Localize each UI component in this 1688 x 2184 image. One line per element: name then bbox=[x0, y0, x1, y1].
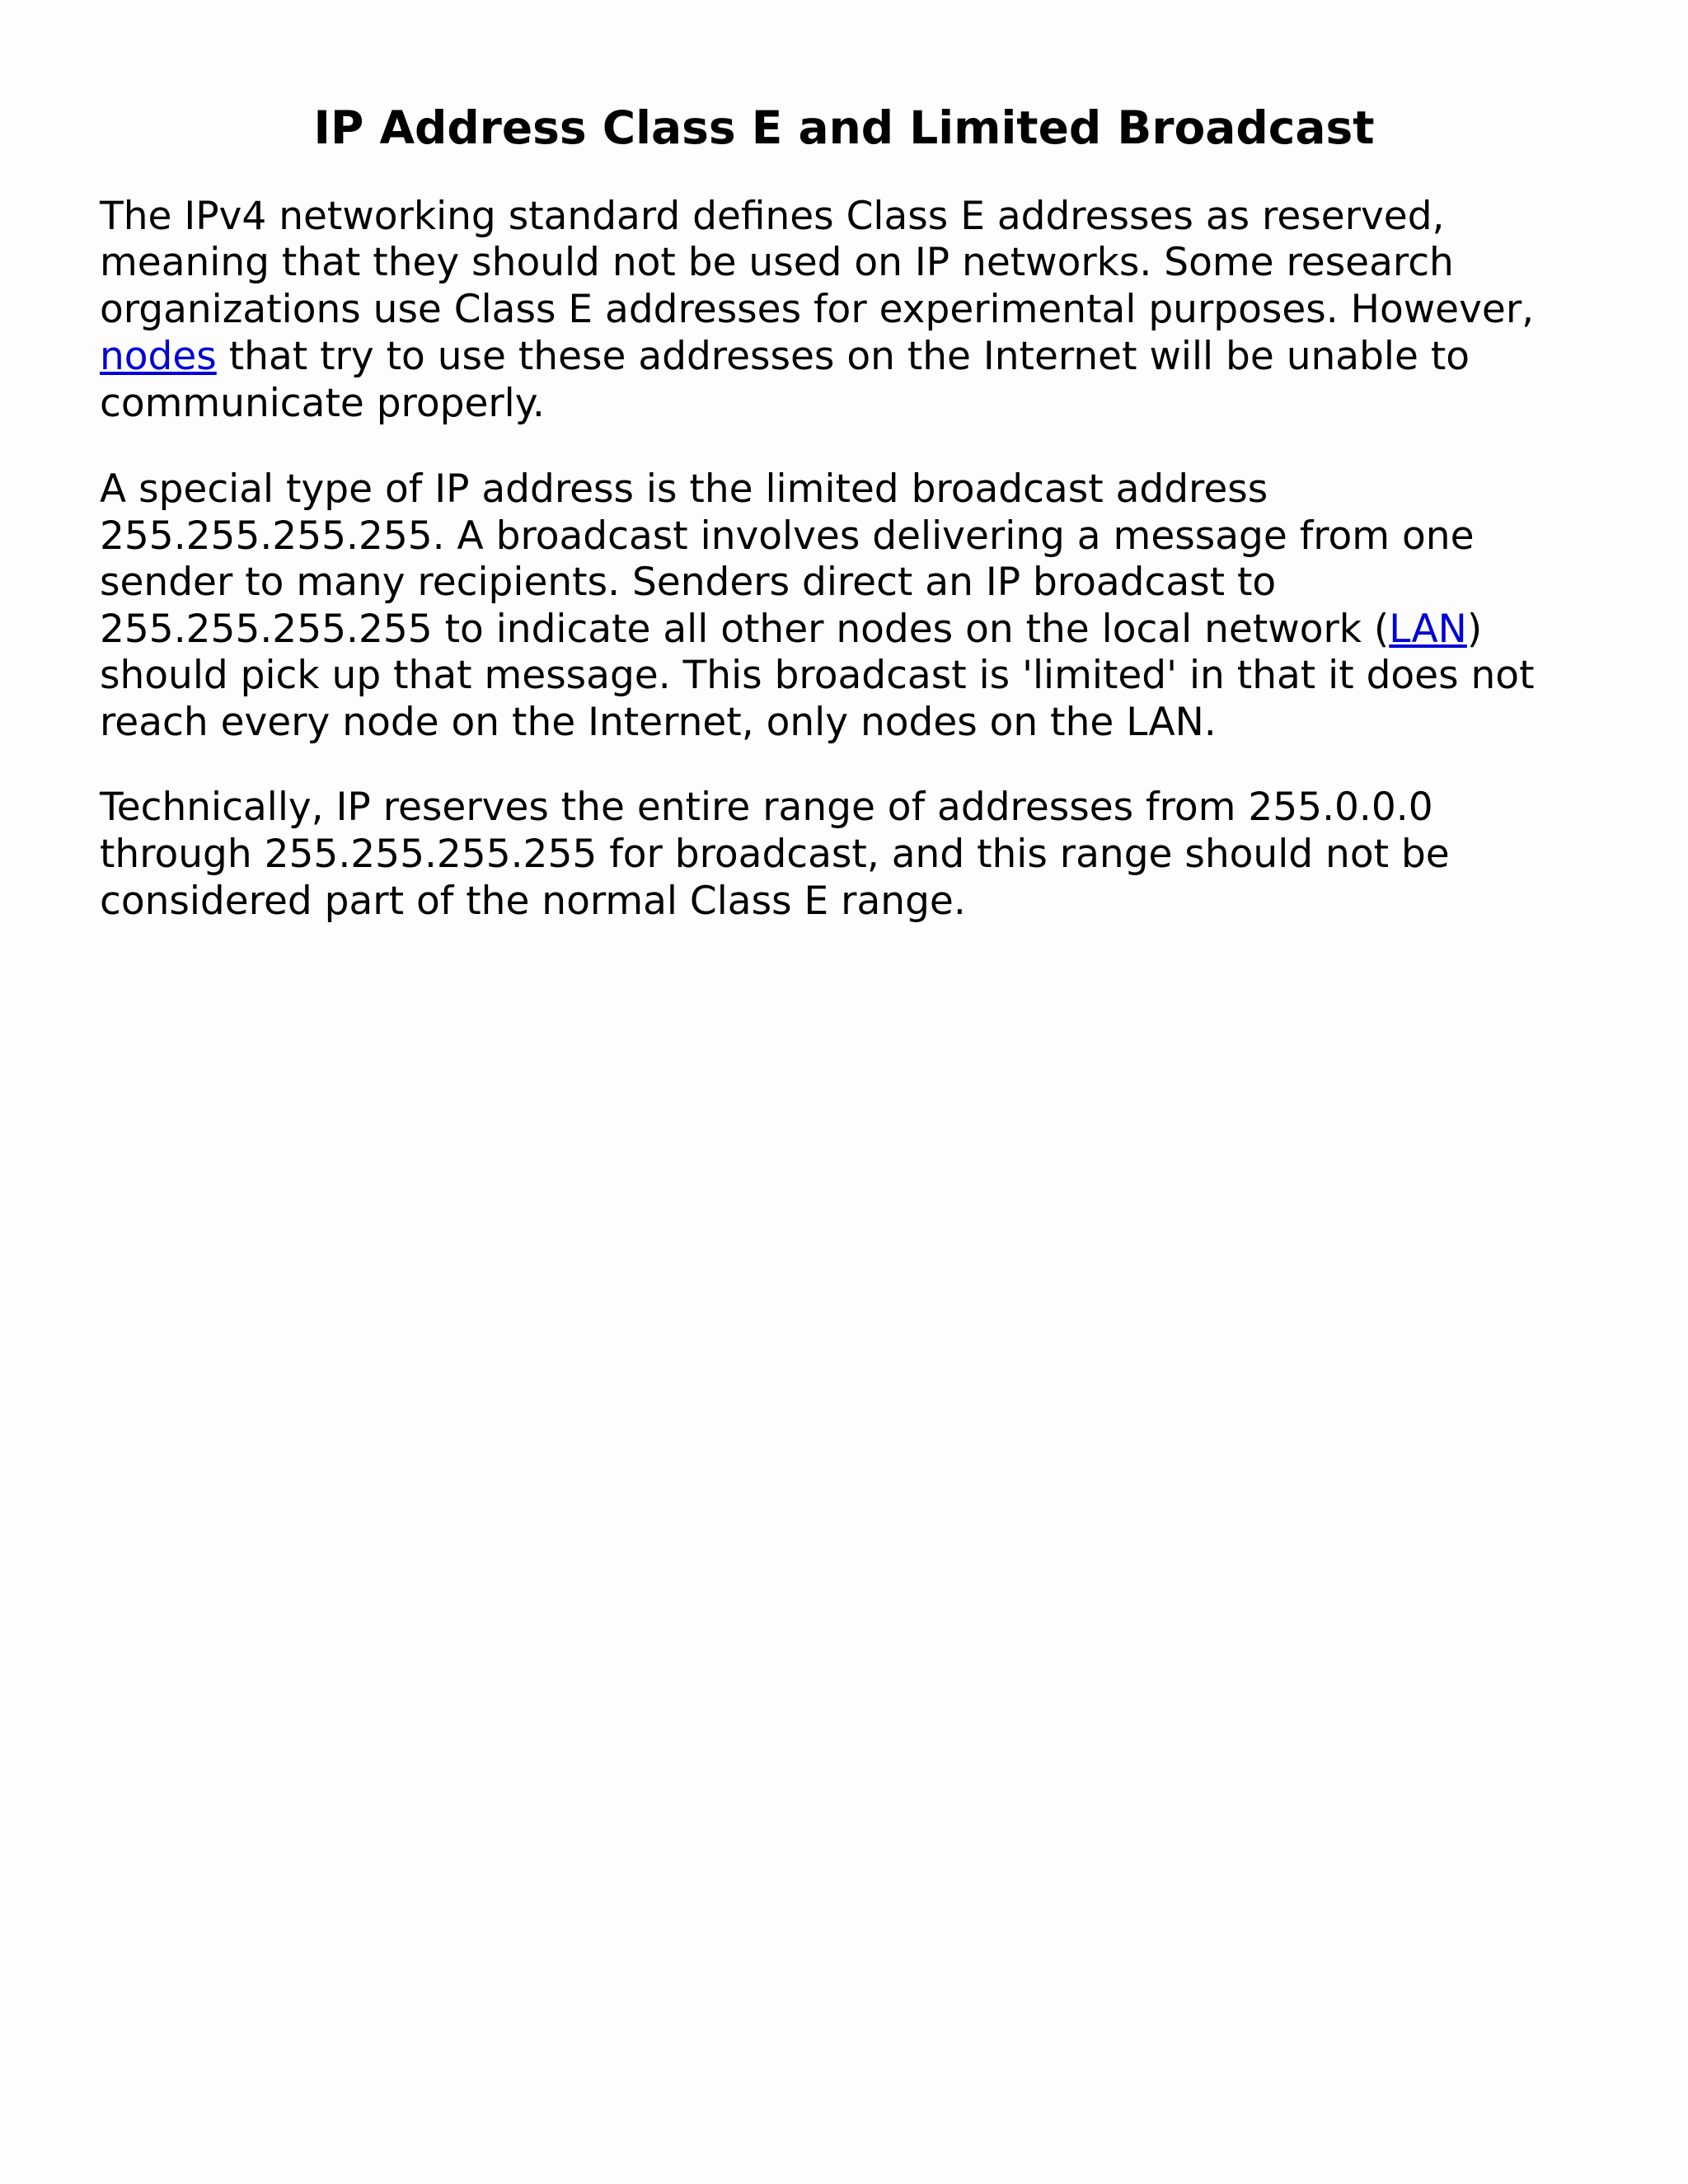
text-line bbox=[100, 333, 1470, 380]
text-line: Technically, IP reserves the entire range of addresses from 255.0.0.0 bbox=[100, 785, 1433, 830]
lan-link[interactable]: LAN bbox=[1389, 607, 1467, 652]
page-title: IP Address Class E and Limited Broadcast bbox=[313, 101, 1375, 154]
text-line: The IPv4 networking standard defines Class E addresses as reserved, bbox=[100, 194, 1445, 239]
text-line: 255.255.255.255. A broadcast involves delivering a message from one bbox=[100, 513, 1475, 559]
text-line: A special type of IP address is the limited broadcast address bbox=[100, 466, 1268, 512]
text-line bbox=[100, 606, 1482, 653]
text-line: should pick up that message. This broadcast is 'limited' in that it does not bbox=[100, 653, 1535, 698]
text-line: organizations use Class E addresses for experimental purposes. However, bbox=[100, 287, 1535, 332]
text-line: sender to many recipients. Senders direct an IP broadcast to bbox=[100, 560, 1277, 605]
text-line: meaning that they should not be used on IP networks. Some research bbox=[100, 240, 1454, 285]
text-line: communicate properly. bbox=[100, 381, 545, 426]
text-segment: that try to use these addresses on the Internet will be unable to bbox=[216, 334, 1470, 379]
text-line: reach every node on the Internet, only nodes on the LAN. bbox=[100, 700, 1217, 745]
nodes-link[interactable]: nodes bbox=[100, 334, 217, 379]
text-segment: ) bbox=[1466, 607, 1483, 652]
text-line: considered part of the normal Class E range. bbox=[100, 879, 966, 924]
text-segment: 255.255.255.255 to indicate all other nodes on the local network ( bbox=[100, 607, 1390, 652]
text-line: through 255.255.255.255 for broadcast, and this range should not be bbox=[100, 832, 1450, 877]
